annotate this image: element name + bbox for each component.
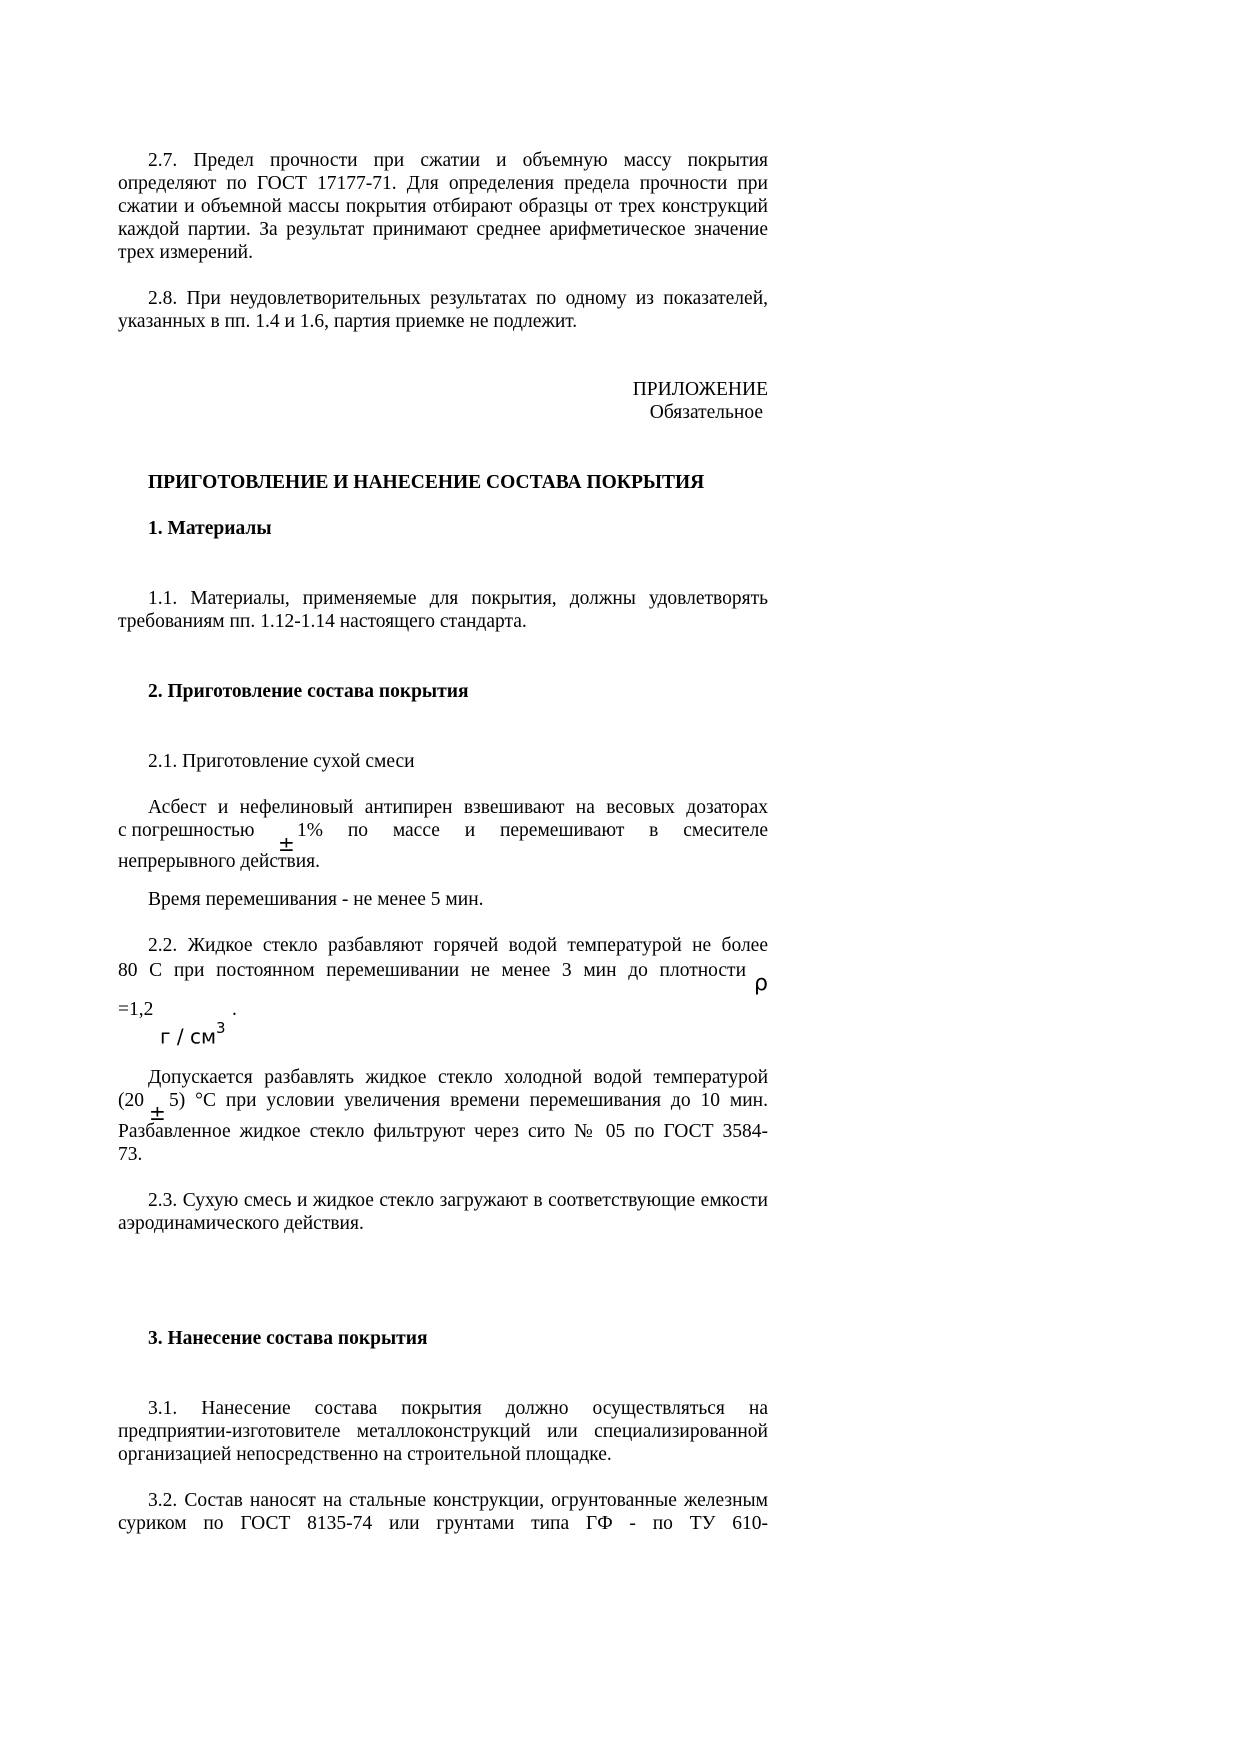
rho-symbol: ρ (754, 971, 768, 996)
asbest-line-3: непрерывного действия. (118, 851, 320, 872)
main-heading: ПРИГОТОВЛЕНИЕ И НАНЕСЕНИЕ СОСТАВА ПОКРЫТИЯ (148, 472, 705, 493)
density-value: =1,2 (118, 999, 154, 1020)
paragraph-2-7: 2.7. Предел прочности при сжатии и объемную массу покрытия определяют по ГОСТ 17177-71. Для определения предела прочности при сжатии и объемной массы покрытия отбирают образцы от трех конструкций каждой партии. За результат принимают среднее арифметическое значение трех измерений. (118, 150, 768, 263)
paragraph-1-1: 1.1. Материалы, применяемые для покрытия, должны удовлетворять требованиям пп. 1.12-1.14 настоящего стандарта. (118, 588, 768, 632)
document-page (118, 149, 768, 1535)
plus-minus-sign-2: ± (149, 1101, 166, 1125)
paragraph-2-2 (118, 934, 768, 1054)
asbest-paragraph (118, 796, 768, 873)
density-unit-exponent: 3 (216, 1019, 226, 1037)
p22-line-2: 80 С при постоянном перемешивании не менее 3 мин до плотности (118, 960, 746, 981)
section-heading-3: 3. Нанесение состава покрытия (148, 1328, 428, 1349)
asbest-line-2b: 1% по массе и перемешивают в смесителе (297, 820, 768, 841)
allowed-line-4: 73. (118, 1144, 143, 1165)
section-heading-2: 2. Приготовление состава покрытия (148, 681, 469, 702)
appendix-subtitle: Обязательное (649, 402, 763, 423)
section-heading-1: 1. Материалы (148, 518, 272, 539)
paragraph-3-2: 3.2. Состав наносят на стальные конструкции, огрунтованные железным суриком по ГОСТ 8135-74 или грунтами типа ГФ - по ТУ 610- (118, 1490, 768, 1534)
density-dot: . (232, 999, 237, 1020)
asbest-line-1: Асбест и нефелиновый антипирен взвешивают на весовых дозаторах (148, 797, 768, 818)
paragraph-3-1: 3.1. Нанесение состава покрытия должно осуществляться на предприятии-изготовителе металлоконструкций или специализированной организацией непосредственно на строительной площадке. (118, 1398, 768, 1465)
allowed-line-3: Разбавленное жидкое стекло фильтруют через сито № 05 по ГОСТ 3584- (118, 1121, 768, 1142)
asbest-line-2a: с погрешностью (118, 820, 255, 841)
paragraph-2-1: 2.1. Приготовление сухой смеси (148, 751, 415, 772)
paragraph-2-3: 2.3. Сухую смесь и жидкое стекло загружают в соответствующие емкости аэродинамического действия. (118, 1190, 768, 1234)
paragraph-2-8: 2.8. При неудовлетворительных результатах по одному из показателей, указанных в пп. 1.4 и 1.6, партия приемке не подлежит. (118, 288, 768, 332)
density-unit-text: г / см (160, 1024, 217, 1049)
allowed-line-2a: (20 (118, 1090, 144, 1111)
mix-time-paragraph: Время перемешивания - не менее 5 мин. (148, 889, 484, 910)
density-unit (160, 1020, 226, 1049)
allowed-line-1: Допускается разбавлять жидкое стекло холодной водой температурой (148, 1067, 768, 1088)
p22-line-1: 2.2. Жидкое стекло разбавляют горячей водой температурой не более (148, 935, 768, 956)
allowed-paragraph (118, 1066, 768, 1166)
allowed-line-2b: 5) °С при условии увеличения времени перемешивания до 10 мин. (169, 1090, 768, 1111)
plus-minus-sign: ± (278, 832, 295, 856)
appendix-title: ПРИЛОЖЕНИЕ (632, 379, 768, 400)
